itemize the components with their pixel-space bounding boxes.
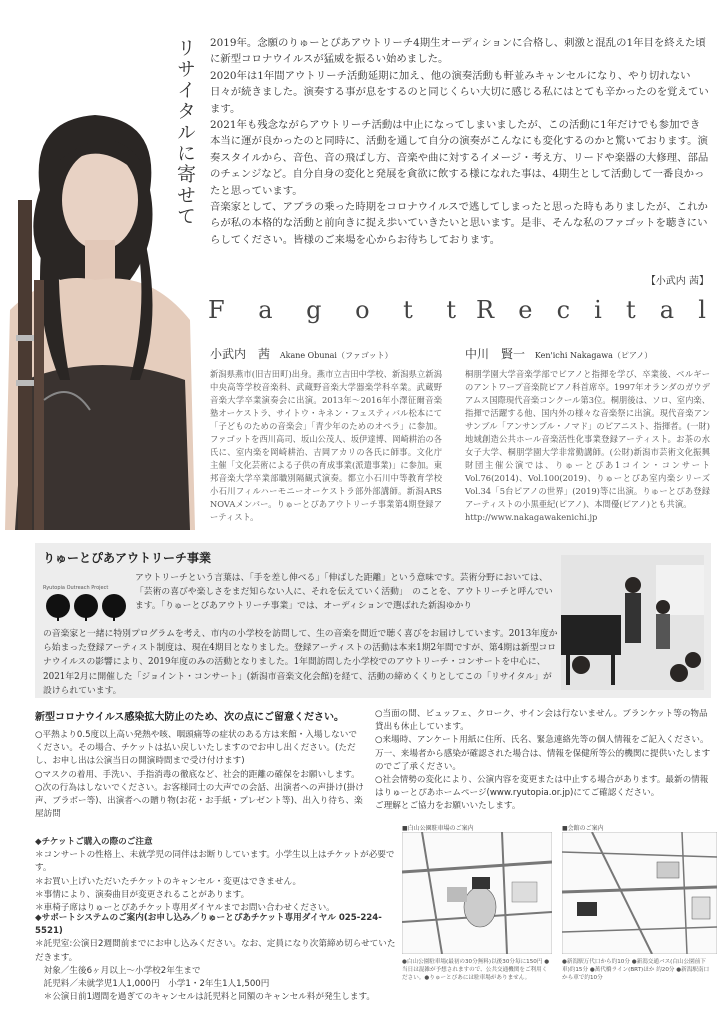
ticket-note-item: ＊事情により、演奏曲目が変更されることがあります。 — [35, 889, 250, 900]
ticket-notes — [35, 836, 395, 915]
outreach-body: アウトリーチという言葉は、「手を差し伸べる」「伸ばした距離」という意味です。芸術分野においては、「芸術の喜びや楽しさをまだ知らない人に、それを伝えていく活動」 のことを、アウトリーチと呼んでいます。「りゅーとぴあアウトリーチ事業」では、オーディションで選ばれた新潟ゆかり — [135, 573, 553, 612]
outreach-body: の音楽家と一緒に特別プログラムを考え、市内の小学校を訪問して、生の音楽を間近で聴く喜びをお届けしています。2013年度から始まった登録アーティスト制度は、現在4期目となりました。登録アーティストの活動は本来1期2年間ですが、第4期は新型コロナウイルスの影響により、2019年度のみの活動となりました。1年間訪問した小学校でのアウトリーチ・コンサートを中心に、2021年2月に開催した「ジョイント・コンサート」(新潟市音楽文化会館)を経て、活動の締めくくりとしてこの「リサイタル」が設けられています。 — [43, 629, 558, 696]
outreach-section — [35, 543, 711, 698]
heading-letter: g — [306, 296, 322, 324]
support-title: ◆サポートシステムのご案内(お申し込み／りゅーとぴあチケット専用ダイヤル 025-224-5521) — [35, 913, 382, 937]
performer-profile-obunai — [210, 345, 442, 524]
heading-word-recital — [476, 296, 706, 324]
performer-name-jp: 小武内 茜 — [210, 347, 271, 361]
access-maps — [402, 823, 720, 1018]
heading-letter: i — [594, 296, 602, 324]
performer-name-roman: Ken'ichi Nakagawa — [534, 351, 613, 360]
outreach-logo-mark — [43, 591, 129, 621]
heading-word-fagott — [208, 296, 476, 324]
heading-letter: R — [476, 296, 495, 324]
performer-website-link[interactable]: http://www.nakagawakenichi.jp — [465, 512, 598, 522]
covid-notice-item: ○マスクの着用、手洗い、手指消毒の徹底など、社会的距離の確保をお願いします。 — [35, 769, 360, 780]
covid-notice-item: ○来場時、アンケート用紙に住所、氏名、緊急連絡先等の個人情報をご記入ください。万一、来場者から感染が確認された場合は、情報を保健所等公的機関に提供いたしますのでご了承ください。 — [375, 735, 711, 772]
outreach-photo — [561, 555, 704, 690]
recital-heading — [208, 296, 708, 324]
support-system — [35, 912, 397, 1004]
outreach-logo-text: Ryutopia Outreach Project — [43, 585, 109, 591]
support-item: 託児料／未就学児1人1,000円 小学1・2年生1人1,500円 — [35, 979, 270, 990]
venue-map-title: ■会館のご案内 — [562, 825, 604, 832]
performer-profile-nakagawa — [465, 345, 710, 524]
performer-portrait — [0, 80, 200, 530]
venue-map — [562, 823, 712, 1018]
parking-map-drawing — [402, 832, 552, 954]
support-item: ＊託児室:公演日2週間前までにお申し込みください。なお、定員になり次第締め切らせていただきます。 — [35, 939, 396, 963]
covid-notice-item: ○平熱より0.5度以上高い発熱や咳、咽頭痛等の症状のある方は来館・入場しないでください。その場合、チケットは払い戻しいたしますのでお申し出ください。(ただし、お申し出は公演当日の開演時間まで受け付けます) — [35, 730, 357, 767]
support-item: 対象／生後6ヶ月以上〜小学校2年生まで — [35, 965, 201, 976]
message-paragraph: 2020年は1年間アウトリーチ活動延期に加え、他の演奏活動も軒並みキャンセルになり、やり切れない日々が続きました。演奏する事が息をするのと同じくらい大切に感じる私にはとても辛かったのを覚えています。 — [210, 69, 709, 115]
venue-map-drawing — [562, 832, 717, 954]
heading-letter: a — [258, 296, 273, 324]
performer-name — [465, 345, 710, 362]
ticket-note-item: ＊お買い上げいただいたチケットのキャンセル・変更はできません。 — [35, 876, 302, 887]
outreach-title: りゅーとぴあアウトリーチ事業 — [43, 551, 212, 565]
support-item: ＊公演日前1週間を過ぎてのキャンセルは託児料と同額のキャンセル料が発生します。 — [35, 992, 375, 1003]
heading-letter: t — [446, 296, 456, 324]
message-signature: 【小武内 茜】 — [645, 276, 709, 287]
ticket-notes-title: ◆チケットご購入の際のご注意 — [35, 837, 153, 847]
covid-notice-title: 新型コロナウイルス感染拡大防止のため、次の点にご留意ください。 — [35, 712, 344, 723]
heading-letter: o — [355, 296, 370, 324]
covid-notice-item: ○当面の間、ビュッフェ、クローク、サイン会は行ないません。ブランケット等の物品貸出も休止しています。 — [375, 709, 708, 733]
performer-bio: 桐朋学園大学音楽学部でピアノと指揮を学び、卒業後、ベルギーのアントワープ音楽院ピアノ科首席卒。1997年オランダのガウデアムス国際現代音楽コンクール第3位。桐朋後は、ソロ、室内楽、指揮で活躍する他、国内外の様々な音楽祭に出演。現代音楽アンサンブル「アンサンブル・ノマド」のピアニスト、指揮者。(一財)地域創造公共ホール音楽活性化事業登録アーティスト。お茶の水女子大学、桐朋学園大学非常勤講師。(公財)新潟市芸術文化振興財団主催公演では、りゅーとぴあ1コイン・コンサートVol.76(2014)、Vol.100(2019)、りゅーとぴあ室内楽シリーズVol.34「5台ピアノの世界」(2019)等に出演。りゅーとぴあ登録アーティストの小黒亜紀(ピアノ)、本間優(ピアノ)とも共演。 — [465, 369, 710, 509]
covid-notice-left — [35, 708, 365, 821]
heading-letter: l — [698, 296, 706, 324]
performer-role: （ピアノ） — [612, 351, 653, 360]
performer-name — [210, 345, 442, 362]
covid-notice-item: ○社会情勢の変化により、公演内容を変更または中止する場合があります。最新の情報はりゅーとぴあホームページ(www.ryutopia.or.jp)にてご確認ください。 — [375, 775, 709, 799]
heading-letter: a — [659, 296, 675, 324]
performer-name-roman: Akane Obunai — [279, 351, 337, 360]
message-paragraph: 音楽家として、アブラの乗った時期をコロナウイルスで逃してしまったと思った時もありましたが、これからが私の本格的な活動と前向きに捉え歩いていきたいと思います。是非、そんな私のファゴットを聴きにいらしてください。皆様のご来場を心からお待ちしております。 — [210, 201, 708, 246]
heading-letter: c — [556, 296, 571, 324]
parking-map — [402, 823, 552, 1018]
ticket-note-item: ＊車椅子席はりゅーとぴあチケット専用ダイヤルまでお問い合わせください。 — [35, 903, 335, 914]
heading-letter: F — [208, 296, 225, 324]
heading-letter: e — [518, 296, 533, 324]
message-paragraph: 2021年も残念ながらアウトリーチ活動は中止になってしまいましたが、この活動に1年だけでも参加でき本当に運が良かったのと同時に、活動を通して自分の演奏がこんなにも変化するのかと驚いております。演奏スタイルから、音色、音の飛ばし方、音楽や曲に対するイメージ・考え方、リードや楽器の大修理、部品のチェンジなど。自分自身の変化と発展を貪欲に飲する様になれた事は、4期生として活動して一番良かったと思っています。 — [210, 119, 709, 197]
outreach-logo — [43, 585, 129, 625]
covid-notice-item: ご理解とご協力をお願いいたします。 — [375, 801, 521, 812]
performer-name-jp: 中川 賢一 — [465, 347, 526, 361]
heading-letter: t — [625, 296, 636, 324]
covid-notice-item: ○次の行為はしないでください。お客様同士の大声での会話、出演者への声掛け(掛け声、ブラボー等)、出演者への贈り物(お花・お手紙・プレゼント等)、出入り待ち、楽屋訪問 — [35, 782, 364, 820]
venue-map-note: ●新潟駅万代口から約10分 ●新潟交通バス(白山公園前下車)約15分 ●萬代橋ライン(BRT)ほか 約20分 ●新潟駅南口から車で約10分 — [562, 959, 710, 982]
ticket-note-item: ＊コンサートの性格上、未就学児の同伴はお断りしています。小学生以上はチケットが必要です。 — [35, 850, 395, 874]
message-body — [210, 35, 710, 248]
message-paragraph: 2019年。念願のりゅーとぴあアウトリーチ4期生オーディションに合格し、刺激と混乱の1年目を終えた頃に新型コロナウイルスが猛威を振るい始めました。 — [210, 37, 706, 66]
message-title: リサイタルに寄せて — [174, 38, 196, 227]
performer-role: （ファゴット） — [336, 351, 393, 360]
performer-bio: 新潟県燕市(旧吉田町)出身。燕市立吉田中学校、新潟県立新潟中央高等学校音楽科、武蔵野音楽大学器楽学科卒業。武蔵野音楽大学卒業演奏会に出演。2013年〜2016年小澤征爾音楽塾オーケストラ、サイトウ・キネン・フェスティバル松本にて「子どものための音楽会」「青少年のためのオペラ」に参加。ファゴットを西川高司、坂山公茂人、坂伊達博、岡崎耕治の各氏に、室内楽を岡崎耕治、吉岡アカリの各氏に師事。文化庁主催「文化芸術による子供の育成事業(派遣事業)」に参加。東邦音楽大学卒業部職別隔観式演奏。都立小石川中等教育学校小石川フィルハーモニーオーケストラ部外部講師。新潟ARS NOVAメンバー。りゅーとぴあアウトリーチ事業第4期登録アーティスト。 — [210, 369, 442, 522]
parking-map-title: ■白山公園駐車場のご案内 — [402, 825, 474, 832]
covid-notice-right — [375, 708, 715, 814]
parking-map-note: ●白山公園駐車場(最初の30分無料)以後30分毎に150円 ●当日は混雑が予想されますので、公共交通機関をご利用ください。●りゅーとぴあには駐車場がありません。 — [402, 959, 550, 982]
heading-letter: t — [403, 296, 413, 324]
